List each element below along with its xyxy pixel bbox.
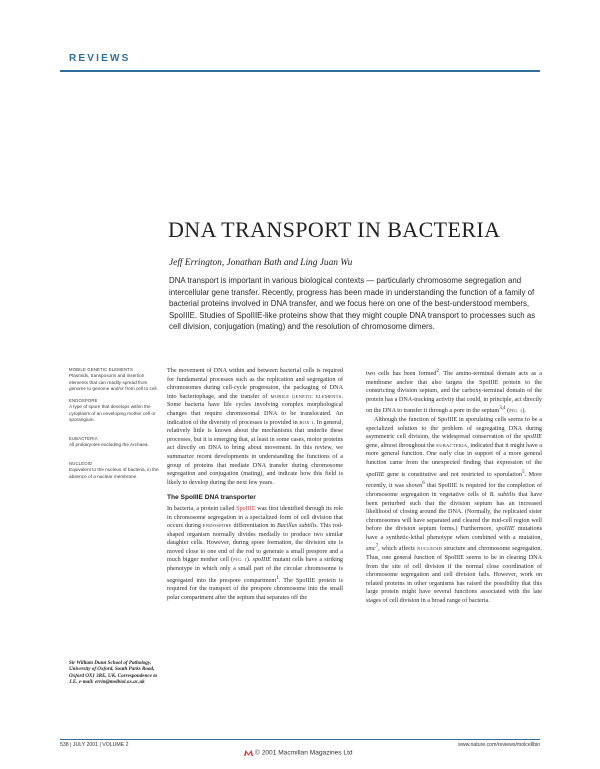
glossary-definition: A type of spore that develops within the cytoplasm of an enveloping mother cell or sporangium. — [69, 404, 156, 423]
paragraph-spoiiie: In bacteria, a protein called SpoIIIE was first identified through its role in chromosome segregation in a specialized form of cell division that occurs during ENDOSPORE differentiation in Bacillus subtilis. This rod-shaped organism normally divides medially to produce two similar daughter cells. However, during spore formation, the division site is moved close to one end of the rod to generate a small prespore and a much bigger mother cell (FIG. 1). spoIIIE mutant cells have a striking phenotype in which only a small part of the circular chromosome is segregated into the prespore compartment$^1$. The SpoIIIE protein is required for the transport of the prespore chromosome into the small polar compartment after the septum that separates off the — [167, 505, 343, 601]
article-authors: Jeff Errington, Jonathan Bath and Ling Juan Wu — [169, 258, 353, 268]
paragraph-function: Although the function of SpoIIIE in sporulating cells seems to be a specialized solution to the problem of segregating DNA during asymmetric cell division, the widespread conservation of the spoIIIE gene, almost throughout the EUBACTERIA, indicated that it might have a more general function. One early clue in support of a more general function came from the unexpected finding that expression of the spoIIIE gene is constitutive and not restricted to sporulation$^5$. More recently, it was shown$^6$ that SpoIIIE is required for the completion of chromosome segregation in vegetative cells of B. subtilis that have been perturbed such that the division septum has an increased likelihood of closing around the DNA. (Normally, the replicated sister chromosomes will have separated and cleared the mid-cell region well before the division septum forms.) Furthermore, spoIIIE mutations have a synthetic-lethal phenotype when combined with a mutation, smc$^7$, which affects NUCLEOID structure and chromosome segregation. Thus, one general function of SpoIIIE seems to be in clearing DNA from the site of cell division if the normal close coordination of chromosome segregation and cell division fails. However, work on related proteins in other organisms has raised the possibility that this large protein might have several functions associated with the late stages of cell division in a broad range of bacteria. — [366, 417, 543, 605]
spoiiie-link[interactable]: SpoIIIE — [236, 505, 256, 512]
publisher-text: © 2001 Macmillan Magazines Ltd — [255, 749, 353, 757]
glossary-term: NUCLEOID — [69, 461, 93, 466]
section-label: REVIEWS — [69, 53, 131, 64]
header-rule — [60, 70, 540, 72]
glossary-entry — [69, 461, 159, 480]
glossary-definition: All prokaryotes excluding the Archaea. — [69, 442, 149, 448]
glossary-entry — [69, 436, 159, 449]
paragraph-intro: The movement of DNA within and between bacterial cells is required for fundamental processes such as the replication and segregation of chromosomes during cell-cycle progression, the packaging of DNA into bacteriophage, and the transfer of MOBILE GENETIC ELEMENTS. Some bacteria have life cycles involving complex morphological changes that require chromosomal DNA to be translocated. An indication of the diversity of processes is provided in BOX 1. In general, relatively little is known about the mechanisms that underlie these processes, but it is emerging that, at least in some cases, motor proteins act directly on DNA to bring about movement. In this review, we summarize recent developments in understanding the functions of a group of proteins that mediate DNA transfer during chromosome segregation and conjugation (mating), and indicate how this field is likely to develop during the next few years. — [167, 368, 343, 486]
author-affiliation: Sir William Dunn School of Pathology, University of Oxford, South Parks Road, Oxford OX1 3RE, UK. Correspondence to J.E. e-mail: errin@molbiol.ox.ac.uk — [69, 660, 158, 686]
glossary-term: ENDOSPORE — [69, 398, 98, 403]
macmillan-logo-icon — [244, 749, 253, 756]
glossary-entry — [69, 398, 159, 424]
paragraph-continued: two cells has been formed$^2$. The amino-terminal domain acts as a membrane anchor that also targets the SpoIIIE protein to the constricting division septum, and the carboxy-terminal domain of the protein has a DNA-tracking activity that could, in principle, act directly on the DNA to transfer it through a pore in the septum$^{3,4}$ (FIG. 1). — [366, 368, 542, 415]
body-column-2 — [366, 367, 542, 606]
glossary-definition: Equivalent to the nucleus of bacteria, in the absence of a nuclear membrane. — [69, 467, 159, 479]
footer-url[interactable]: www.nature.com/reviews/molcellbio — [458, 742, 540, 748]
footer-page-info: 538 | JULY 2001 | VOLUME 2 — [60, 742, 129, 748]
glossary-term: EUBACTERIA — [69, 436, 98, 441]
article-title: DNA TRANSPORT IN BACTERIA — [168, 217, 501, 242]
glossary-entry — [69, 367, 159, 393]
glossary-definition: Plasmids, transposons and insertion elements that can readily spread from genome to genome and/or from cell to cell. — [69, 373, 158, 392]
body-column-1 — [167, 367, 343, 602]
publisher-credit — [244, 749, 353, 756]
footer-rule — [60, 739, 540, 740]
section-heading: The SpoIIIE DNA transporter — [167, 494, 256, 502]
article-abstract: DNA transport is important in various biological contexts — particularly chromosome segregation and intercellular gene transfer. Recently, progress has been made in understanding the function of a family of bacterial proteins involved in DNA transfer, and we focus here on one of the best-understood members, SpoIIIE. Studies of SpoIIIE-like proteins show that they might couple DNA transport to processes such as cell division, conjugation (mating) and the resolution of chromosome dimers. — [169, 276, 536, 331]
glossary-term: MOBILE GENETIC ELEMENTS — [69, 367, 133, 372]
